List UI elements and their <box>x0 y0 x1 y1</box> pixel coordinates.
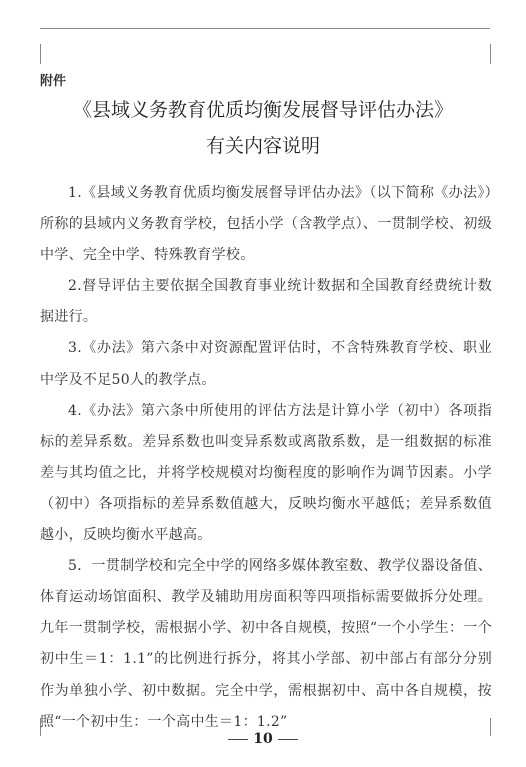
document-title: 《县域义务教育优质均衡发展督导评估办法》 <box>72 99 453 121</box>
page-number: 10 <box>253 731 273 747</box>
document-subtitle: 有关内容说明 <box>205 135 320 157</box>
page-number-rule-right <box>278 739 298 740</box>
crop-mark-top-right <box>490 44 491 64</box>
crop-mark-top <box>40 28 490 29</box>
document-body <box>40 178 492 738</box>
paragraph-1: 1.《县域义务教育优质均衡发展督导评估办法》（以下简称《办法》）所称的县域内义务教育学校，包括小学（含教学点）、一贯制学校、初级中学、完全中学、特殊教育学校。 <box>40 185 492 264</box>
paragraph-3: 3.《办法》第六条中对资源配置评估时，不含特殊教育学校、职业中学及不足50人的教学点。 <box>40 340 492 388</box>
attachment-label: 附件 <box>40 74 67 89</box>
paragraph-5: 5．一贯制学校和完全中学的网络多媒体教室数、教学仪器设备值、体育运动场馆面积、教学及辅助用房面积等四项指标需要做拆分处理。九年一贯制学校，需根据小学、初中各自规模，按照“一个小学生：一个初中生＝1：1.1”的比例进行拆分，将其小学部、初中部占有部分分别作为单独小学、初中数据。完全中学，需根据初中、高中各自规模，按照“一个初中生：一个高中生＝1：1.2” <box>40 558 492 730</box>
crop-mark-top-left <box>40 44 41 64</box>
paragraph-2: 2.督导评估主要依据全国教育事业统计数据和全国教育经费统计数据进行。 <box>40 278 492 326</box>
paragraph-4: 4.《办法》第六条中所使用的评估方法是计算小学（初中）各项指标的差异系数。差异系数也叫变异系数或离散系数，是一组数据的标准差与其均值之比，并将学校规模对均衡程度的影响作为调节因素。小学（初中）各项指标的差异系数值越大，反映均衡水平越低；差异系数值越小，反映均衡水平越高。 <box>40 402 492 544</box>
